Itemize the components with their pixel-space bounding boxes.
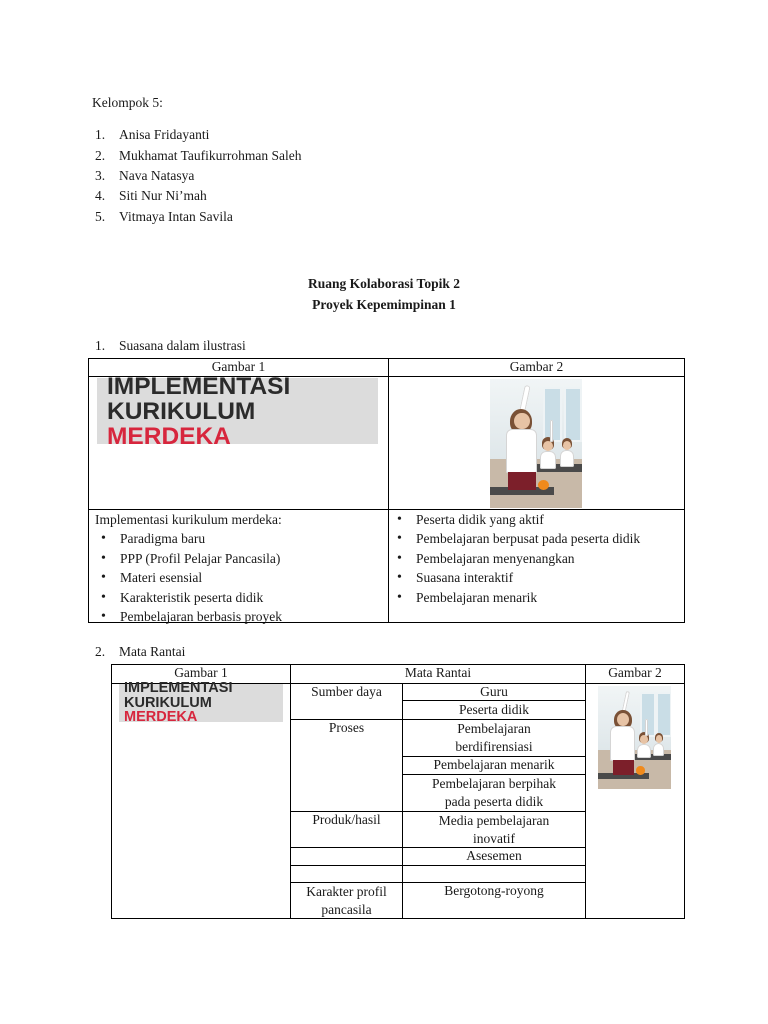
section-title: Mata Rantai [119,644,186,659]
member-name: Mukhamat Taufikurrohman Saleh [119,148,302,163]
list-item: • Materi esensial [96,568,385,587]
member-name: Anisa Fridayanti [119,127,210,142]
list-number: 1. [95,127,106,142]
category-label: Sumber daya [311,684,382,699]
group-heading: Kelompok 5: [92,95,163,110]
kurikulum-merdeka-logo [119,679,283,726]
logo-line-2: KURIKULUM MERDEKA [107,397,256,450]
list-item: • Paradigma baru [96,529,385,548]
member-name: Siti Nur Ni’mah [119,188,207,203]
logo-line-1: IMPLEMENTASI [107,372,291,400]
chain-value: Guru [480,684,508,699]
section-title: Suasana dalam ilustrasi [119,338,246,353]
category-label: Karakter profil pancasila [306,884,387,917]
chain-value: Peserta didik [458,702,530,717]
chain-value: Asesemen [466,848,522,863]
section-2-heading [95,644,185,660]
list-item [95,168,194,184]
feature-list [96,529,385,626]
list-item: • Pembelajaran menyenangkan [392,549,679,568]
list-item: • Peserta didik yang aktif [392,510,679,529]
logo-line-2: KURIKULUM MERDEKA [124,694,212,726]
classroom-photo [490,379,582,508]
list-item [95,209,233,225]
classroom-photo [598,686,671,789]
column-header: Mata Rantai [404,665,472,680]
description-left [95,510,385,626]
list-number: 2. [95,148,106,163]
list-number: 3. [95,168,106,183]
chain-value: Media pembelajaran inovatif [438,813,550,846]
document-title: Ruang Kolaborasi Topik 2 [308,276,460,291]
column-header: Gambar 1 [211,359,266,374]
chain-value: Pembelajaran berpihak pada peserta didik [431,776,557,809]
chain-value: Pembelajaran menarik [433,757,555,772]
list-item [95,127,209,143]
chain-value: Bergotong-royong [444,883,544,898]
list-number: 4. [95,188,106,203]
description-right [416,510,679,607]
logo-line-1: IMPLEMENTASI [124,679,233,696]
list-item: • Pembelajaran menarik [392,588,679,607]
column-header: Gambar 2 [509,359,564,374]
list-item [95,188,207,204]
section-number: 1. [95,338,106,353]
list-item: • Pembelajaran berbasis proyek [96,607,385,626]
member-name: Nava Natasya [119,168,195,183]
list-item: • Karakteristik peserta didik [96,588,385,607]
section-number: 2. [95,644,106,659]
list-item: • PPP (Profil Pelajar Pancasila) [96,549,385,568]
list-item: • Suasana interaktif [392,568,679,587]
column-header: Gambar 2 [608,665,662,680]
list-number: 5. [95,209,106,224]
kurikulum-merdeka-logo [97,372,378,450]
document-subtitle: Proyek Kepemimpinan 1 [312,297,456,312]
list-item: • Pembelajaran berpusat pada peserta didik [392,529,679,548]
list-item [95,148,302,164]
feature-list [392,510,679,607]
section-1-heading [95,338,246,354]
description-intro: Implementasi kurikulum merdeka: [95,512,282,527]
category-label: Produk/hasil [312,812,381,827]
column-header: Gambar 1 [174,665,228,680]
member-name: Vitmaya Intan Savila [119,209,233,224]
chain-value: Pembelajaran berdifirensiasi [455,721,533,754]
category-label: Proses [328,720,365,735]
